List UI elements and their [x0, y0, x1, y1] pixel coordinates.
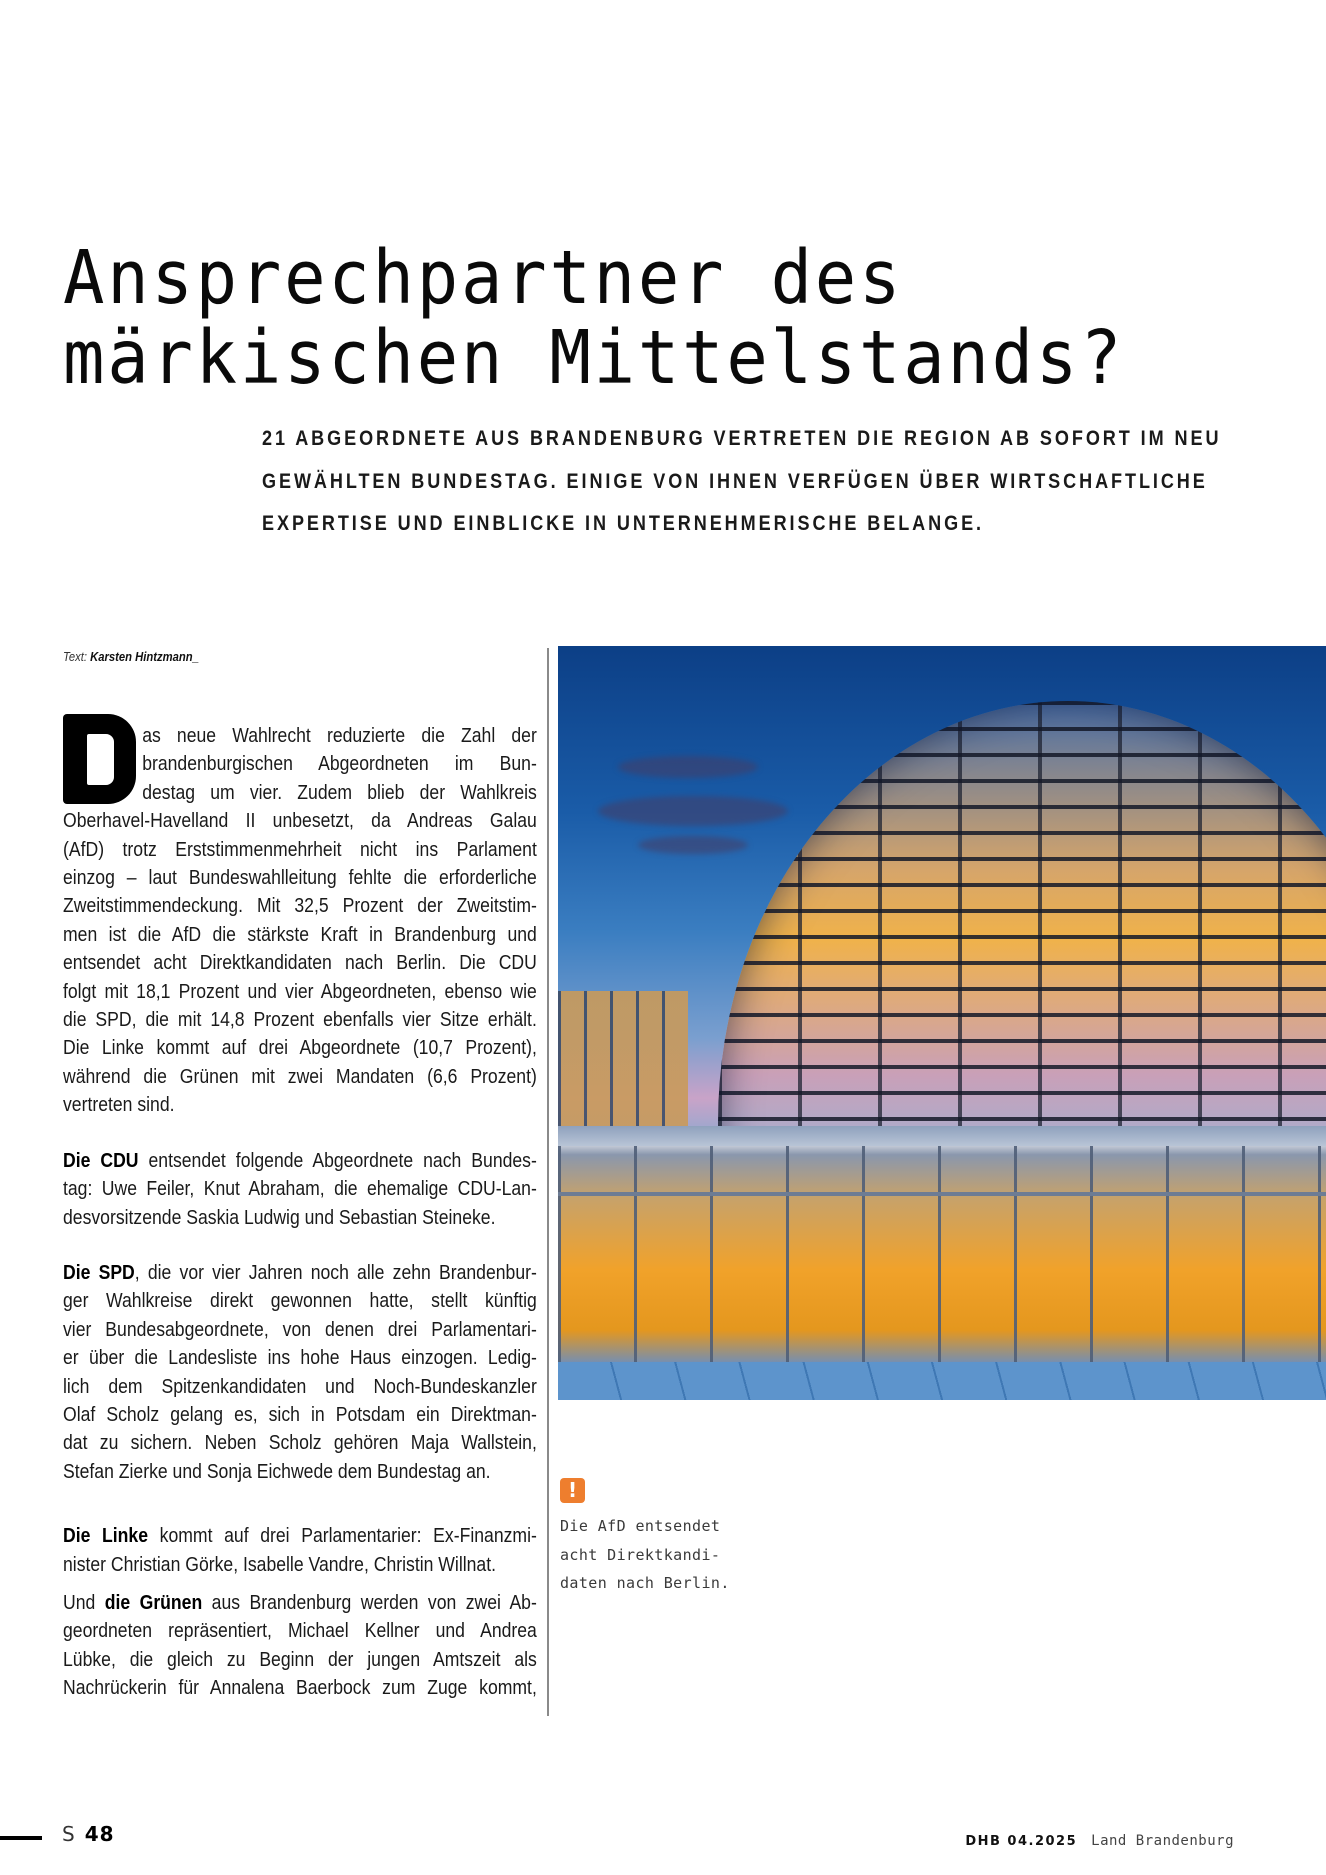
- body-line: Lübke, die gleich zu Beginn der jungen Amtszeit als: [63, 1648, 537, 1671]
- sidebar-caption: [560, 1512, 780, 1598]
- body-line: die SPD, die mit 14,8 Prozent ebenfalls vier Sitze erhält.: [63, 1009, 537, 1032]
- body-line: Zweitstimmendeckung. Mit 32,5 Prozent der Zweitstim-: [63, 895, 537, 918]
- page-prefix: S: [62, 1822, 75, 1846]
- body-line: einzog – laut Bundeswahlleitung fehlte die erforderliche: [63, 867, 537, 890]
- body-line: as neue Wahlrecht reduzierte die Zahl der: [142, 725, 537, 747]
- paragraph-spd: [63, 1259, 537, 1486]
- article-body: [63, 722, 537, 1730]
- headline-line-2: märkischen Mittelstands?: [63, 315, 1125, 401]
- body-line: geordneten repräsentiert, Michael Kellner und Andrea: [63, 1620, 537, 1643]
- paragraph-linke: [63, 1522, 537, 1579]
- body-line: Die Linke kommt auf drei Abgeordnete (10,7 Prozent),: [63, 1037, 537, 1060]
- article-headline: [63, 235, 1198, 401]
- body-line: er über die Landesliste ins hohe Haus einzogen. Ledig-: [63, 1347, 537, 1370]
- body-line: tag: Uwe Feiler, Knut Abraham, die ehemalige CDU-Lan-: [63, 1178, 537, 1201]
- byline: [63, 650, 199, 664]
- body-line: Olaf Scholz gelang es, sich in Potsdam ein Direktman-: [63, 1403, 537, 1426]
- body-line: Die CDU entsendet folgende Abgeordnete nach Bundes-: [63, 1149, 537, 1172]
- paragraph-intro: [63, 722, 537, 1120]
- caption-line: daten nach Berlin.: [560, 1574, 730, 1592]
- body-line: entsendet acht Direktkandidaten nach Berlin. Die CDU: [63, 952, 537, 975]
- body-line: dat zu sichern. Neben Scholz gehören Maja Wallstein,: [63, 1432, 537, 1455]
- body-line: Oberhavel-Havelland II unbesetzt, da Andreas Galau: [63, 810, 537, 833]
- reichstag-dome-photo: [558, 646, 1326, 1400]
- body-line: Die SPD, die vor vier Jahren noch alle zehn Brandenbur-: [63, 1261, 537, 1284]
- party-label-gruene: die Grünen: [104, 1591, 203, 1614]
- body-line: lich dem Spitzenkandidaten und Noch-Bundeskanzler: [63, 1375, 537, 1398]
- body-line: (AfD) trotz Erststimmenmehrheit nicht ins Parlament: [63, 838, 537, 861]
- deck-line-2: GEWÄHLTEN BUNDESTAG. EINIGE VON IHNEN VERFÜGEN ÜBER WIRTSCHAFTLICHE: [262, 469, 1208, 493]
- caption-line: Die AfD entsendet: [560, 1517, 721, 1535]
- body-line: folgt mit 18,1 Prozent und vier Abgeordneten, ebenso wie: [63, 980, 537, 1003]
- party-label-spd: Die SPD: [63, 1261, 135, 1284]
- terrace-floor: [558, 1362, 1326, 1400]
- article-deck: [262, 418, 1222, 546]
- running-footer: [965, 1833, 1234, 1849]
- body-line: während die Grünen mit zwei Mandaten (6,6 Prozent): [63, 1065, 537, 1088]
- lower-building-facade: [558, 1126, 1326, 1366]
- party-label-linke: Die Linke: [63, 1525, 149, 1548]
- body-line: vertreten sind.: [63, 1094, 175, 1117]
- exclamation-icon: !: [560, 1478, 585, 1503]
- body-line: destag um vier. Zudem blieb der Wahlkreis: [142, 781, 537, 804]
- cloud: [618, 756, 758, 778]
- footer-rule: [0, 1836, 42, 1840]
- cloud: [598, 796, 788, 826]
- party-label-cdu: Die CDU: [63, 1149, 139, 1172]
- byline-label: Text:: [63, 650, 91, 664]
- body-line: Die Linke kommt auf drei Parlamentarier: Ex-Finanzmi-: [63, 1525, 537, 1548]
- caption-line: acht Direktkandi-: [560, 1545, 721, 1564]
- body-line: brandenburgischen Abgeordneten im Bun-: [142, 753, 537, 776]
- body-line: Nachrückerin für Annalena Baerbock zum Zuge kommt,: [63, 1677, 537, 1700]
- body-line: nister Christian Görke, Isabelle Vandre, Christin Willnat.: [63, 1553, 497, 1576]
- body-line: ger Wahlkreise direkt gewonnen hatte, stellt künftig: [63, 1290, 537, 1313]
- paragraph-cdu: [63, 1147, 537, 1232]
- page-number-value: 48: [84, 1822, 115, 1846]
- body-line: Stefan Zierke und Sonja Eichwede dem Bundestag an.: [63, 1460, 491, 1483]
- section-name: Land Brandenburg: [1091, 1833, 1234, 1849]
- body-line: desvorsitzende Saskia Ludwig und Sebastian Steineke.: [63, 1206, 496, 1229]
- body-line: Und die Grünen aus Brandenburg werden von zwei Ab-: [63, 1591, 537, 1614]
- magazine-issue: DHB 04.2025: [965, 1834, 1078, 1849]
- deck-line-1: 21 ABGEORDNETE AUS BRANDENBURG VERTRETEN DIE REGION AB SOFORT IM NEU: [262, 427, 1222, 450]
- column-divider: [547, 648, 549, 1716]
- headline-line-1: Ansprechpartner des: [63, 235, 904, 321]
- body-line: vier Bundesabgeordnete, von denen drei Parlamentari-: [63, 1318, 537, 1341]
- cloud: [638, 836, 748, 854]
- byline-author: Karsten Hintzmann_: [90, 650, 199, 664]
- deck-line-3: EXPERTISE UND EINBLICKE IN UNTERNEHMERISCHE BELANGE.: [262, 512, 984, 535]
- page-number: [62, 1822, 115, 1846]
- side-building: [558, 991, 688, 1131]
- paragraph-gruene: [63, 1589, 537, 1703]
- body-line: men ist die AfD die stärkste Kraft in Brandenburg und: [63, 923, 537, 946]
